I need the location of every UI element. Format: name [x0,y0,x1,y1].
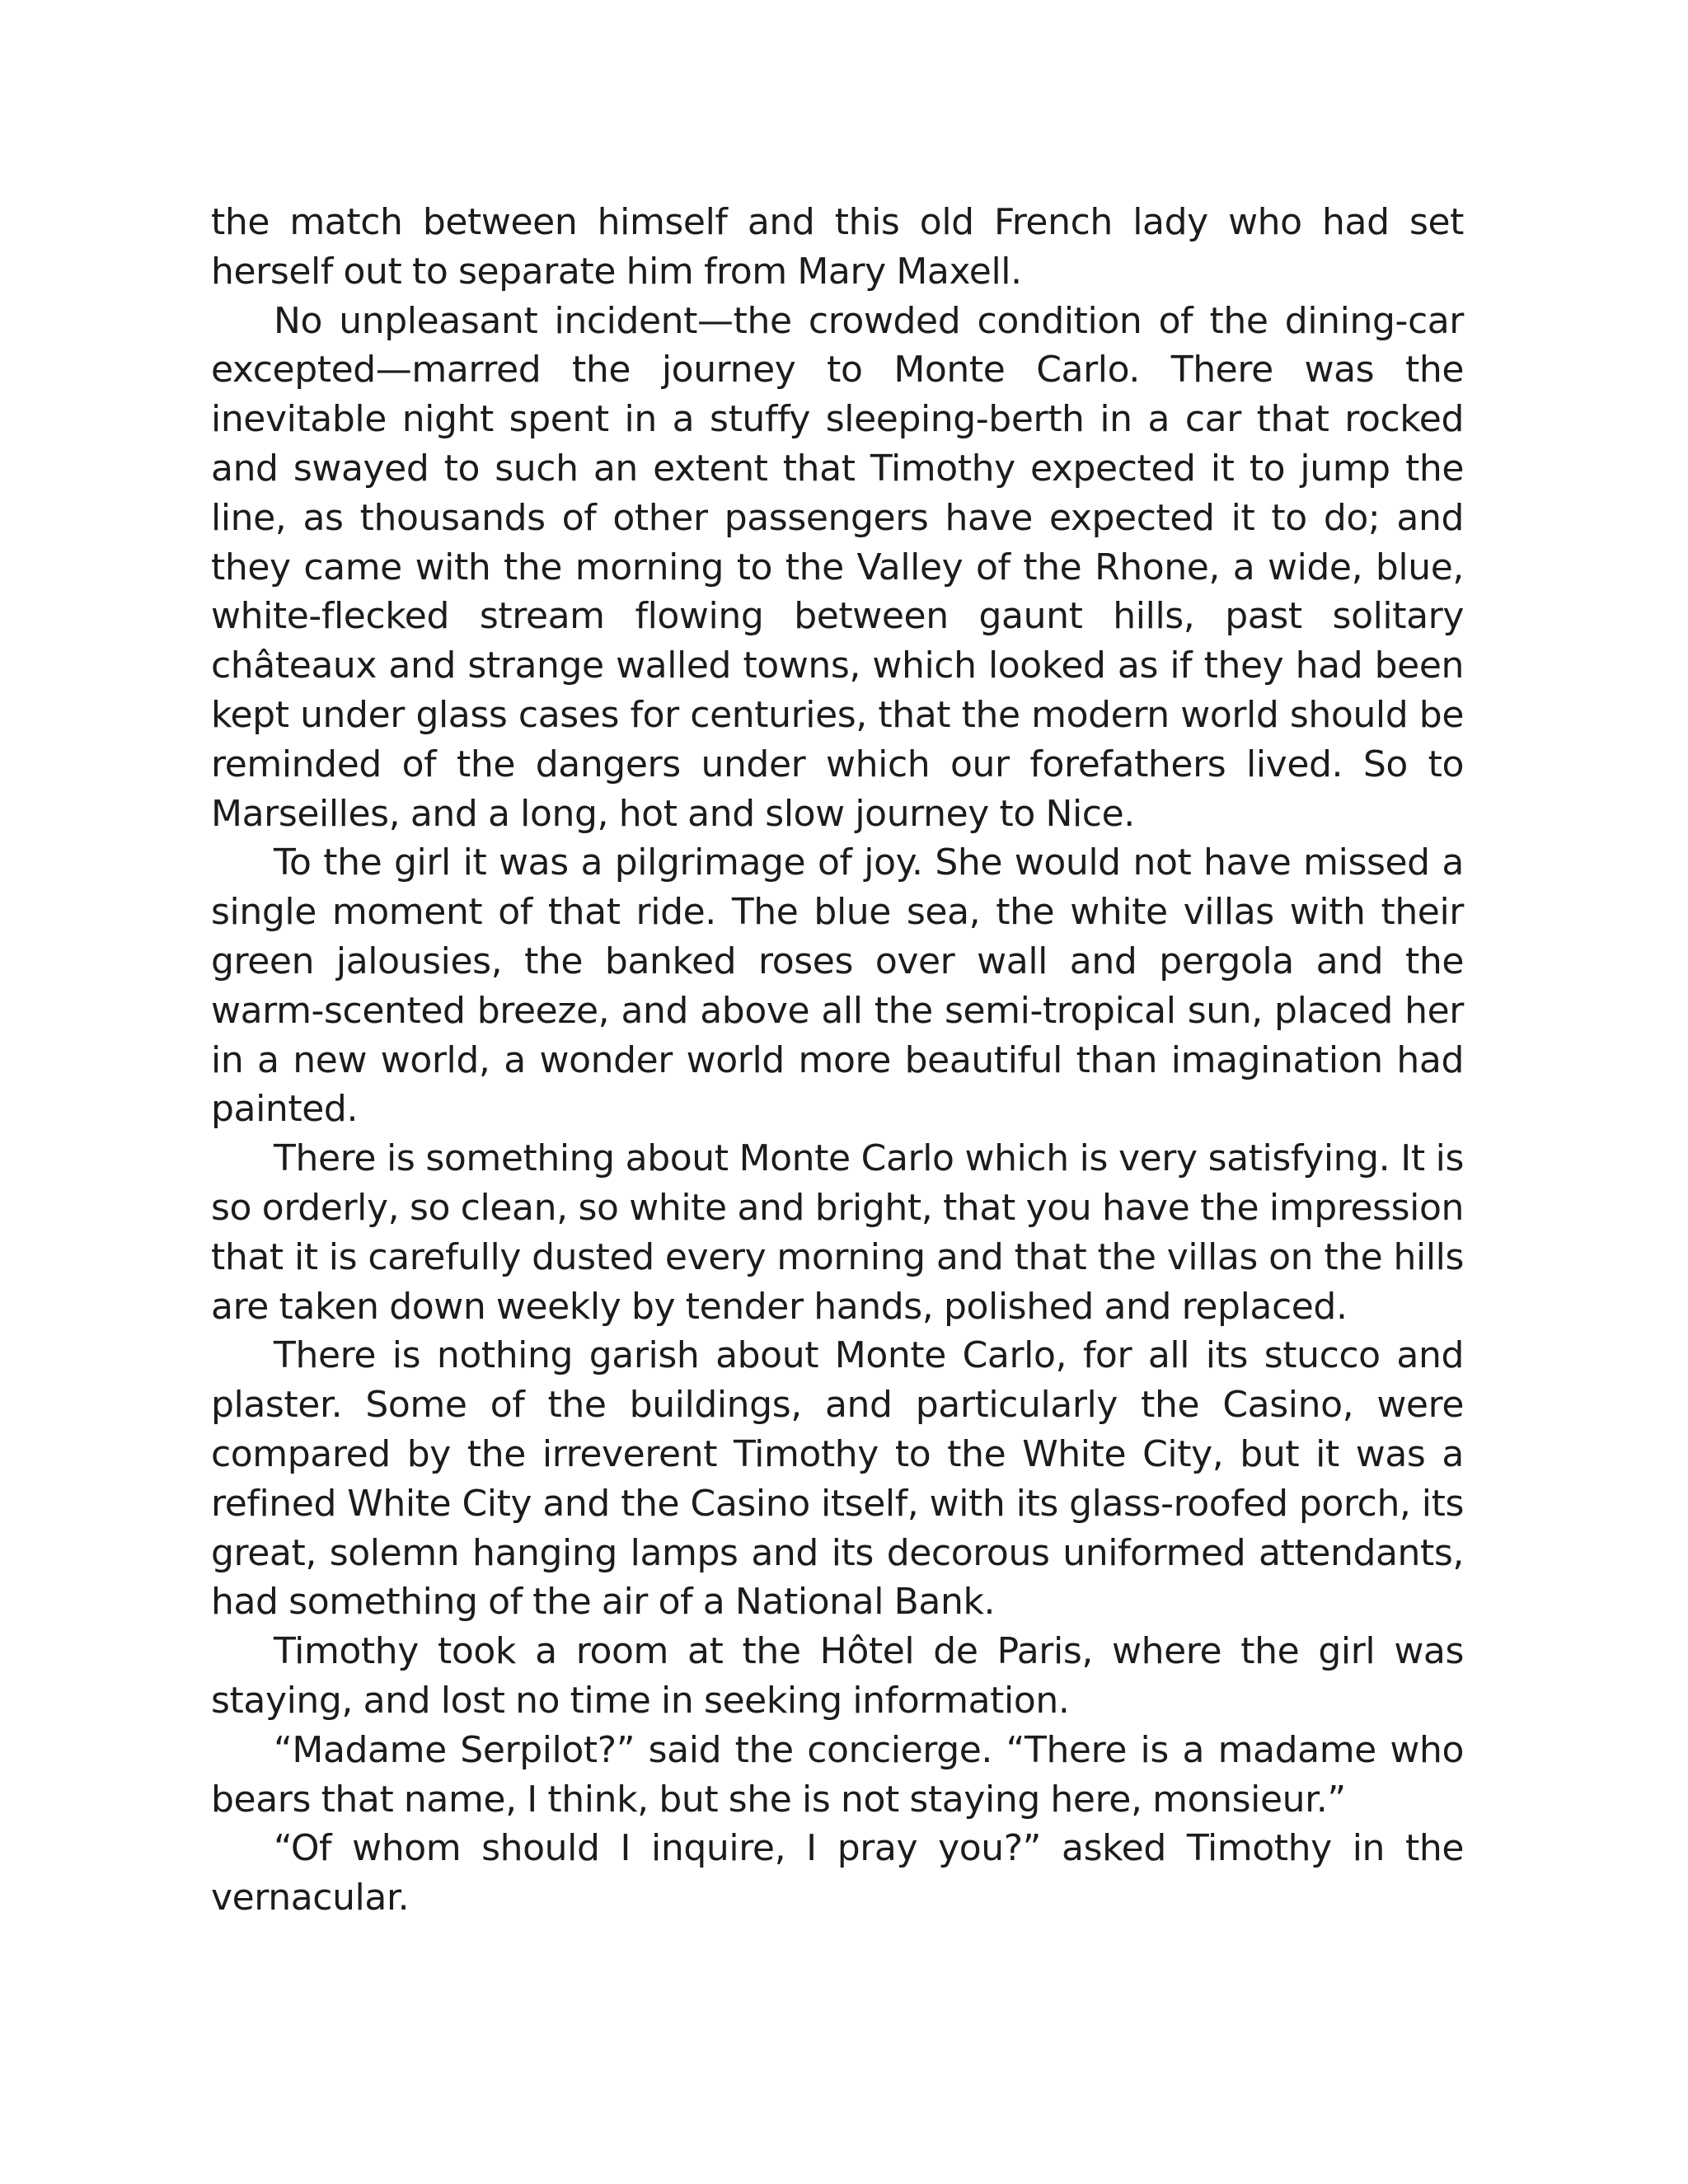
paragraph-continuation: the match between himself and this old French lady who had set herself out to separate him from Mary Maxell. [211,201,1464,293]
paragraph-concierge: “Madame Serpilot?” said the concierge. “There is a madame who bears that name, I think, but she is not staying here, monsieur.” [211,1728,1464,1821]
paragraph-hotel: Timothy took a room at the Hôtel de Paris, where the girl was staying, and lost no time in seeking information. [211,1630,1464,1722]
paragraph-inquiry: “Of whom should I inquire, I pray you?” asked Timothy in the vernacular. [211,1827,1464,1919]
paragraph-monte-carlo: There is something about Monte Carlo which is very satisfying. It is so orderly, so clean, so white and bright, that you have the impression that it is carefully dusted every morning and that the villas on the hills are taken down weekly by tender hands, polished and replaced. [211,1137,1464,1328]
page-body [211,198,1464,1923]
paragraph-casino: There is nothing garish about Monte Carlo, for all its stucco and plaster. Some of the buildings, and particularly the Casino, were compared by the irreverent Timothy to the White City, but it was a refined White City and the Casino itself, with its glass-roofed porch, its great, solemn hanging lamps and its decorous uniformed attendants, had something of the air of a National Bank. [211,1334,1464,1624]
paragraph-journey: No unpleasant incident—the crowded condition of the dining-car excepted—marred the journey to Monte Carlo. There was the inevitable night spent in a stuffy sleeping-berth in a car that rocked and swayed to such an extent that Timothy expected it to jump the line, as thousands of other passengers have expected it to do; and they came with the morning to the Valley of the Rhone, a wide, blue, white-flecked stream flowing between gaunt hills, past solitary châteaux and strange walled towns, which looked as if they had been kept under glass cases for centuries, that the modern world should be reminded of the dangers under which our forefathers lived. So to Marseilles, and a long, hot and slow journey to Nice. [211,299,1464,835]
paragraph-pilgrimage: To the girl it was a pilgrimage of joy. She would not have missed a single moment of that ride. The blue sea, the white villas with their green jalousies, the banked roses over wall and pergola and the warm-scented breeze, and above all the semi-tropical sun, placed her in a new world, a wonder world more beautiful than imagination had painted. [211,841,1464,1131]
